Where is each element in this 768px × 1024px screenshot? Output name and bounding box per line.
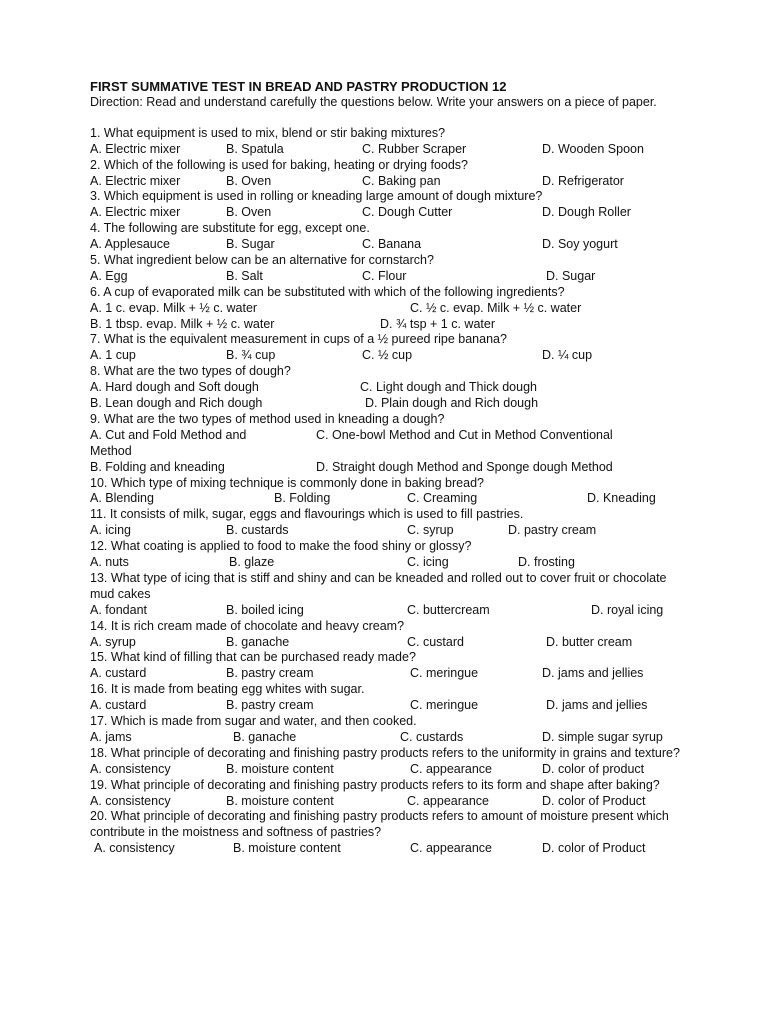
options-row [90, 666, 690, 682]
question-text: 19. What principle of decorating and finishing pastry products refers to its form and shape after baking? [90, 777, 660, 792]
options-row [90, 317, 690, 333]
answer-option: B. Folding [274, 491, 331, 506]
question-text: 12. What coating is applied to food to make the food shiny or glossy? [90, 539, 472, 554]
answer-option: D. jams and jellies [546, 698, 648, 713]
answer-option: D. Kneading [587, 491, 656, 506]
answer-option: D. Sugar [546, 268, 596, 283]
answer-option: B. Lean dough and Rich dough [90, 396, 263, 411]
answer-option: C. appearance [410, 841, 493, 856]
answer-option: A. Cut and Fold Method and [90, 427, 247, 442]
answer-option: A. 1 cup [90, 348, 136, 363]
document-title: FIRST SUMMATIVE TEST IN BREAD AND PASTRY PRODUCTION 12 [90, 79, 507, 94]
answer-option: D. simple sugar syrup [542, 729, 663, 744]
answer-option: A. fondant [90, 602, 147, 617]
answer-option: A. Electric mixer [90, 205, 181, 220]
answer-option: B. boiled icing [226, 602, 304, 617]
question-text: 18. What principle of decorating and finishing pastry products refers to the uniformity in grains and texture? [90, 745, 680, 760]
answer-option: A. consistency [90, 793, 171, 808]
answer-option: B. glaze [229, 555, 275, 570]
question-text: 7. What is the equivalent measurement in cups of a ½ pureed ripe banana? [90, 332, 507, 347]
options-row [90, 841, 690, 857]
answer-option: A. nuts [90, 555, 129, 570]
answer-option: D. Plain dough and Rich dough [365, 396, 539, 411]
options-row [90, 555, 690, 571]
answer-option: C. Creaming [407, 491, 478, 506]
answer-option: A. Egg [90, 268, 128, 283]
answer-option: B. Salt [226, 268, 263, 283]
answer-option: D. Refrigerator [542, 173, 624, 188]
answer-option: A. consistency [90, 761, 171, 776]
answer-option: C. meringue [410, 698, 479, 713]
answer-option: C. syrup [407, 523, 454, 538]
answer-option: C. ½ c. evap. Milk + ½ c. water [410, 300, 582, 315]
answer-option: A. Electric mixer [90, 141, 181, 156]
answer-option: D. frosting [518, 555, 575, 570]
answer-option: B. moisture content [226, 761, 334, 776]
answer-option: C. Banana [362, 237, 422, 252]
question-text: 5. What ingredient below can be an alternative for cornstarch? [90, 253, 434, 267]
answer-option: C. buttercream [407, 602, 490, 617]
answer-option: A. custard [90, 698, 147, 713]
answer-option: A. syrup [90, 634, 136, 649]
answer-option: B. Sugar [226, 237, 275, 252]
options-row [90, 348, 690, 364]
answer-option: C. custard [407, 634, 464, 649]
answer-option: B. Spatula [226, 141, 284, 156]
answer-option: B. pastry cream [226, 698, 314, 713]
answer-option: B. ¾ cup [226, 348, 276, 363]
question-list [90, 126, 690, 857]
answer-option: C. Rubber Scraper [362, 141, 467, 156]
answer-option: B. moisture content [233, 841, 341, 856]
answer-option: C. icing [407, 555, 449, 570]
question-text: 6. A cup of evaporated milk can be substituted with which of the following ingredients? [90, 284, 565, 299]
answer-option: D. Dough Roller [542, 205, 631, 220]
answer-option: D. butter cream [546, 634, 633, 649]
question-text: 10. Which type of mixing technique is commonly done in baking bread? [90, 475, 484, 490]
direction-text: Direction: Read and understand carefully the questions below. Write your answers on a piece of paper. [90, 94, 657, 109]
answer-option: B. Oven [226, 173, 272, 188]
options-row [90, 491, 690, 507]
question-text: 3. Which equipment is used in rolling or kneading large amount of dough mixture? [90, 189, 543, 204]
answer-option: D. color of product [542, 761, 645, 776]
options-row [90, 237, 690, 253]
options-row [90, 174, 690, 190]
question-text: 8. What are the two types of dough? [90, 364, 291, 379]
answer-option: B. moisture content [226, 793, 334, 808]
options-row [90, 794, 690, 810]
question-text: 17. Which is made from sugar and water, and then cooked. [90, 714, 417, 729]
question-text: 15. What kind of filling that can be purchased ready made? [90, 650, 416, 665]
test-document [90, 79, 690, 857]
answer-option: A. Electric mixer [90, 173, 181, 188]
options-row [90, 380, 690, 396]
options-row [90, 142, 690, 158]
answer-option-continued: Method [90, 443, 132, 458]
answer-option: B. ganache [226, 634, 290, 649]
answer-option: B. 1 tbsp. evap. Milk + ½ c. water [90, 316, 275, 331]
answer-option: A. Blending [90, 491, 154, 506]
answer-option: D. ¾ tsp + 1 c. water [380, 316, 495, 331]
options-row [90, 444, 690, 460]
answer-option: C. custards [400, 729, 464, 744]
answer-option: C. appearance [407, 793, 490, 808]
options-row [90, 269, 690, 285]
answer-option: D. royal icing [591, 602, 664, 617]
answer-option: A. custard [90, 666, 147, 681]
answer-option: C. appearance [410, 761, 493, 776]
options-row [90, 205, 690, 221]
answer-option: C. Flour [362, 268, 407, 283]
answer-option: C. One-bowl Method and Cut in Method Conventional [316, 427, 613, 442]
options-row [90, 428, 690, 444]
answer-option: D. color of Product [542, 841, 646, 856]
question-text: 11. It consists of milk, sugar, eggs and flavourings which is used to fill pastries. [90, 507, 524, 522]
answer-option: C. Light dough and Thick dough [360, 380, 537, 395]
answer-option: B. ganache [233, 729, 297, 744]
answer-option: A. icing [90, 523, 131, 538]
question-text: 13. What type of icing that is stiff and shiny and can be kneaded and rolled out to cover fruit or chocolate mud cakes [90, 570, 667, 601]
answer-option: A. Applesauce [90, 237, 170, 252]
answer-option: B. Oven [226, 205, 272, 220]
answer-option: B. custards [226, 523, 289, 538]
answer-option: D. Straight dough Method and Sponge dough Method [316, 459, 613, 474]
answer-option: D. ¼ cup [542, 348, 593, 363]
options-row [90, 603, 690, 619]
answer-option: C. meringue [410, 666, 479, 681]
answer-option: A. 1 c. evap. Milk + ½ c. water [90, 300, 258, 315]
answer-option: C. ½ cup [362, 348, 413, 363]
answer-option: B. Folding and kneading [90, 459, 225, 474]
options-row [90, 460, 690, 476]
answer-option: A. jams [90, 729, 132, 744]
options-row [90, 523, 690, 539]
question-text: 16. It is made from beating egg whites with sugar. [90, 682, 365, 697]
question-text: 14. It is rich cream made of chocolate and heavy cream? [90, 618, 405, 633]
answer-option: C. Dough Cutter [362, 205, 453, 220]
answer-option: D. Soy yogurt [542, 237, 618, 252]
answer-option: C. Baking pan [362, 173, 441, 188]
question-text: 4. The following are substitute for egg, except one. [90, 221, 370, 236]
answer-option: B. pastry cream [226, 666, 314, 681]
options-row [90, 730, 690, 746]
options-row [90, 396, 690, 412]
answer-option: D. color of Product [542, 793, 646, 808]
question-text: 20. What principle of decorating and finishing pastry products refers to amount of moisture present which contribute in the moistness and softness of pastries? [90, 809, 669, 840]
question-text: 2. Which of the following is used for baking, heating or drying foods? [90, 157, 468, 172]
question-text: 9. What are the two types of method used in kneading a dough? [90, 411, 445, 426]
answer-option: D. jams and jellies [542, 666, 644, 681]
question-text: 1. What equipment is used to mix, blend or stir baking mixtures? [90, 125, 446, 140]
answer-option: A. consistency [94, 841, 175, 856]
options-row [90, 635, 690, 651]
answer-option: D. pastry cream [508, 523, 597, 538]
options-row [90, 762, 690, 778]
options-row [90, 301, 690, 317]
options-row [90, 698, 690, 714]
answer-option: A. Hard dough and Soft dough [90, 380, 259, 395]
answer-option: D. Wooden Spoon [542, 141, 644, 156]
